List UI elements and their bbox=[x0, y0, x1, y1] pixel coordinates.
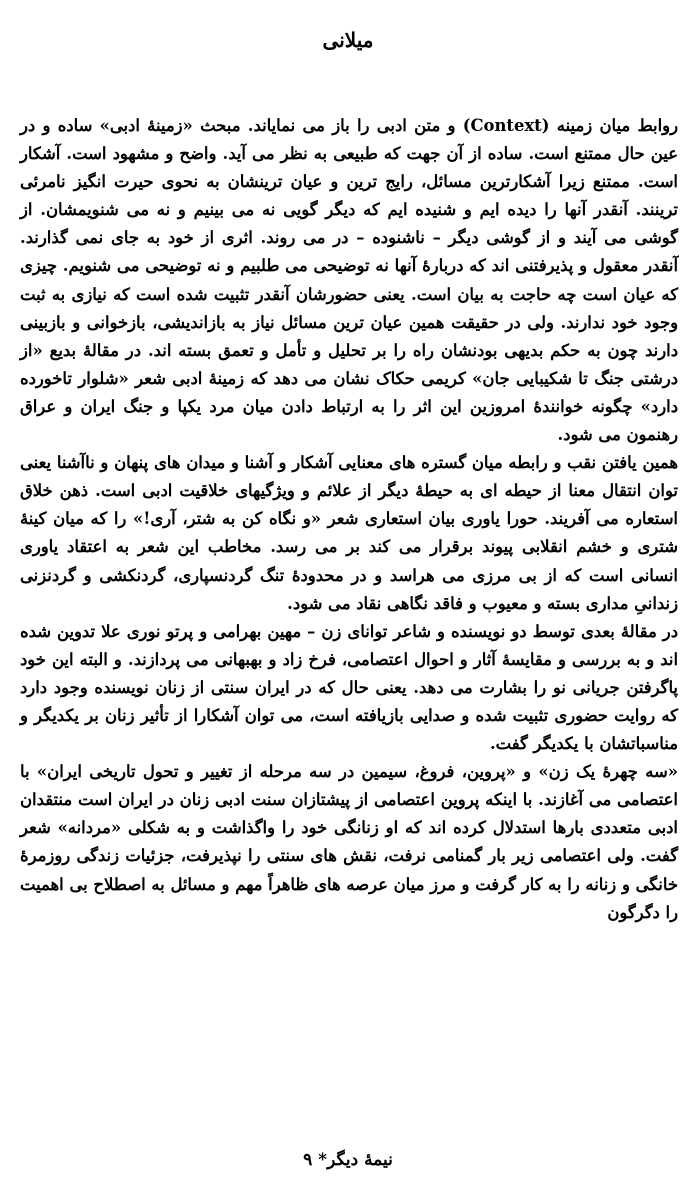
running-title: میلانی bbox=[322, 28, 374, 52]
page-footer: نیمهٔ دیگر* ۹ bbox=[303, 1150, 393, 1170]
paragraph: همین یافتن نقب و رابطه میان گستره های معنایی آشکار و آشنا و میدان های پنهان و ناآشنا یعنی توان انتقال معنا از حیطه ای به حیطهٔ دیگر از علائم و ویژگیهای خلاقیت ادبی است. ذهن خلاق استعاره می آفریند. حورا یاوری بیان استعاری شعر «و نگاه کن به شتر، آری!» را که میان کینهٔ شتری و خشم انقلابی پیوند برقرار می کند بر می رسد. مخاطب این شعر به اعتقاد یاوری انسانی است که از بی مرزی می هراسد و در محدودهٔ تنگ گردنسپاری، گردنکشی و گردنزنی زندانیِ مداری بسته و معیوب و فاقد نگاهی نقاد می شود. bbox=[20, 453, 678, 613]
paragraph: «سه چهرهٔ یک زن» و «پروین، فروغ، سیمین در سه مرحله از تغییر و تحول تاریخی ایران» با اعتصامی می آغازند. با اینکه پروین اعتصامی از پیشتازان سنت ادبی زنان در ایران است منتقدان ادبی متعددی بارها استدلال کرده اند که او زنانگی خود را واگذاشت و به شکلی «مردانه» شعر گفت. ولی اعتصامی زیر بار گمنامی نرفت، نقش های سنتی را نپذیرفت، جزئیات زندگی روزمرهٔ خانگی و زنانه را به کار گرفت و مرز میان عرصه های ظاهراً مهم و مسائل به اصطلاح بی اهمیت را دگرگون bbox=[20, 762, 678, 922]
paragraph: روابط میان زمینه (Context) و متن ادبی را باز می نمایاند. مبحث «زمینهٔ ادبی» ساده و در عین حال ممتنع است. ساده از آن جهت که طبیعی به نظر می آید. واضح و مشهود است. آشکار است. ممتنع زیرا آشکارترین مسائل، رایج ترین و عیان ترینشان به نحوی حیرت انگیز نامرئی ترینند. آنقدر آنها را دیده ایم و شنیده ایم که دیگر گویی نه می بینیم و نه می شنویمشان. از گوشی می آیند و از گوشی دیگر – ناشنوده – در می روند. اثری از خود به جای نمی گذارند. آنقدر معقول و پذیرفتنی اند که دربارهٔ آنها نه توضیحی می طلبیم و نه توضیحی می شنویم. چیزی که عیان است چه حاجت به بیان است. یعنی حضورشان آنقدر تثبیت شده است که نیازی به ثبت وجود خود ندارند. ولی در حقیقت همین عیان ترین مسائل نیاز به بازاندیشی، بازخوانی و بازبینی دارند چون به حکم بدیهی بودنشان راه را بر تحلیل و تأمل و تعمق بسته اند. در مقالهٔ بدیع «از درشتی جنگ تا شکیبایی جان» کریمی حکاک نشان می دهد که زمینهٔ ادبی شعر «شلوار تاخورده دارد» چگونه خوانندهٔ امروزین این اثر را به ارتباط دادن میان مرد یکپا و جنگ ایران و عراق رهنمون می شود. bbox=[20, 116, 678, 445]
paragraph: در مقالهٔ بعدی توسط دو نویسنده و شاعر توانای زن – مهین بهرامی و پرتو نوری علا تدوین شده اند و به بررسی و مقایسهٔ آثار و احوال اعتصامی، فرخ زاد و بهبهانی می پردازند. و البته این خود پاگرفتن جریانی نو را بشارت می دهد. یعنی حال که در ایران سنتی از زنان نویسنده وجود دارد که روایت حضوری تثبیت شده و صدایی بازیافته است، می توان آشکارا از تأثیر زنان بر یکدیگر و مناسباتشان با یکدیگر گفت. bbox=[20, 621, 678, 754]
body-text bbox=[20, 112, 678, 927]
